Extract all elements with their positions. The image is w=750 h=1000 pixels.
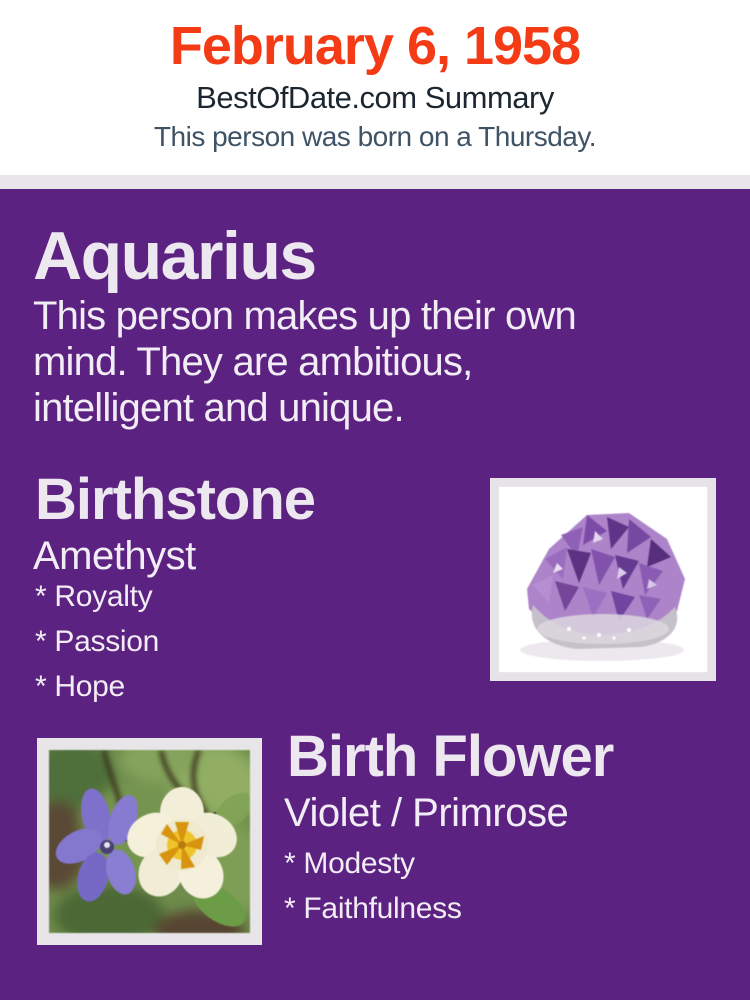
birth-flower-name: Violet / Primrose (284, 791, 569, 835)
zodiac-description (33, 293, 576, 431)
zodiac-description-line: mind. They are ambitious, (33, 340, 473, 384)
birth-flower-trait: * Modesty (284, 847, 415, 880)
amethyst-crystal-illustration (499, 487, 707, 672)
zodiac-description-line: This person makes up their own (33, 294, 576, 338)
site-summary-title: BestOfDate.com Summary (196, 80, 554, 115)
birthstone-trait-list (35, 574, 159, 709)
zodiac-sign-heading: Aquarius (33, 218, 316, 294)
birthstone-trait: * Hope (35, 670, 125, 703)
divider-bar (0, 175, 750, 189)
birth-flower-heading: Birth Flower (287, 724, 614, 789)
zodiac-description-line: intelligent and unique. (33, 386, 404, 430)
birthstone-name: Amethyst (33, 534, 196, 578)
weekday-note: This person was born on a Thursday. (153, 121, 597, 152)
details-panel (0, 189, 750, 1000)
birth-date-heading: February 6, 1958 (169, 16, 581, 76)
birthstone-heading: Birthstone (35, 467, 315, 532)
birthstone-trait: * Royalty (35, 580, 153, 613)
amethyst-image (490, 478, 716, 681)
birth-flower-image (37, 738, 262, 945)
violet-primrose-illustration (49, 750, 250, 933)
birth-flower-trait: * Faithfulness (284, 892, 462, 925)
birthstone-trait: * Passion (35, 625, 160, 658)
header (0, 0, 750, 175)
birth-flower-trait-list (284, 841, 462, 931)
